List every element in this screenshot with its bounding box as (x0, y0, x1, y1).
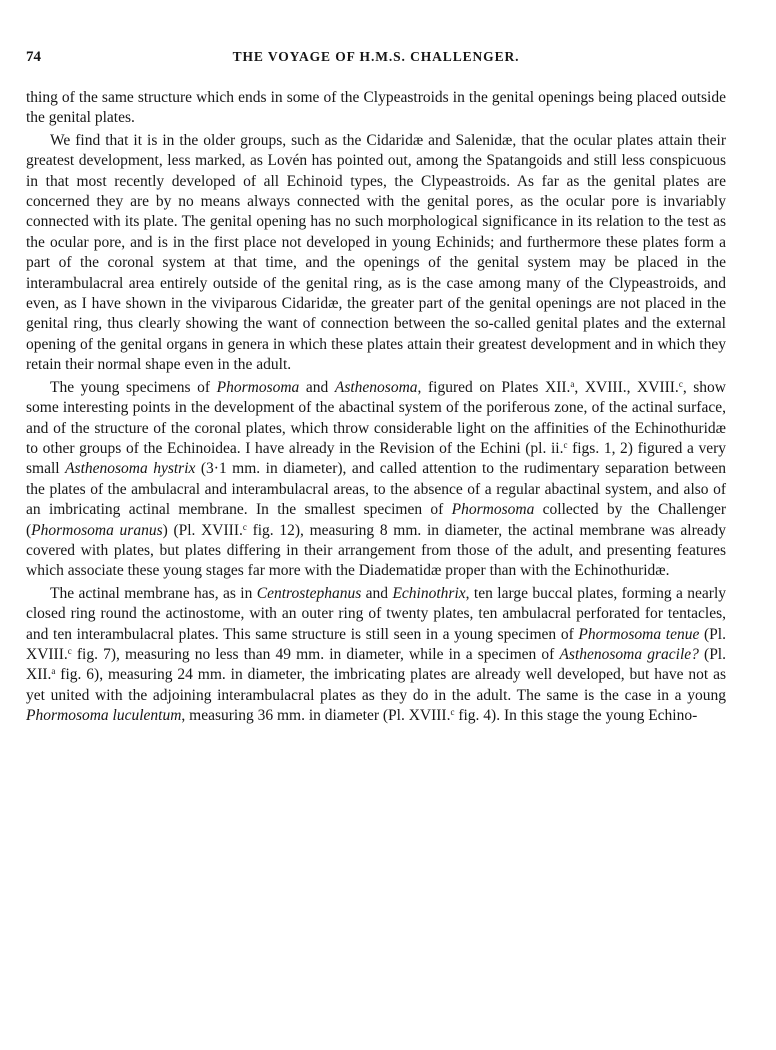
superscript: a (570, 378, 575, 389)
italic-text: Phormosoma (451, 501, 535, 519)
italic-text: Asthenosoma gracile? (559, 645, 699, 663)
text-run: The actinal membrane has, as in (50, 584, 257, 602)
text-run: , ten large buccal plates, forming a nearly closed ring round the actinostome, with an outer ring of twenty plates, ten ambulacral perforated for tentacles, and ten interambulacral plates. This same structure is still seen in a young specimen of (26, 584, 727, 643)
text-run: collected by the Challenger ( (26, 501, 726, 539)
text-run: thing of the same structure which ends in some of the Clypeastroids in the genital openings being placed outside the genital plates. (26, 89, 726, 127)
body-text (26, 88, 726, 727)
text-run: ) (Pl. XVIII. (162, 521, 243, 539)
text-run: fig. 4). In this stage the young Echino- (454, 707, 698, 725)
text-run: fig. 12), measuring 8 mm. in diameter, the actinal membrane was already covered with plates, but plates differing in their arrangement from those of the adult, and presenting features which associate these young stages far more with the Diadematidæ proper than with the Echinothuridæ. (26, 521, 727, 580)
superscript: a (51, 666, 56, 677)
page-number: 74 (26, 49, 41, 65)
text-run: fig. 6), measuring 24 mm. in diameter, the imbricating plates are already well developed, but have not as yet united with the adjoining interambulacral plates as they do in the adult. The same is the case in a young (26, 666, 726, 704)
text-run: figs. 1, 2) figured a very small (26, 439, 727, 478)
page-header (26, 46, 726, 68)
text-run: , XVIII., XVIII. (574, 378, 679, 396)
superscript: c (242, 521, 247, 532)
italic-text: Phormosoma luculentum (26, 707, 182, 725)
italic-text: Phormosoma (216, 378, 300, 396)
superscript: c (563, 439, 568, 450)
italic-text: Centrostephanus (256, 584, 362, 602)
italic-text: Asthenosoma (334, 378, 418, 396)
paragraph-p2 (26, 131, 726, 376)
italic-text: Phormosoma tenue (578, 625, 700, 643)
text-run: The young specimens of (50, 378, 217, 396)
superscript: c (67, 645, 72, 656)
italic-text: Echinothrix (392, 584, 466, 602)
text-run: (Pl. XVIII. (26, 625, 726, 663)
paragraph-p3 (26, 378, 726, 582)
italic-text: Phormosoma uranus (31, 521, 163, 539)
paragraph-p4 (26, 584, 726, 727)
superscript: c (678, 378, 683, 389)
superscript: c (450, 707, 455, 718)
text-run: , figured on Plates XII. (417, 378, 571, 396)
text-run: (Pl. XII. (26, 645, 726, 684)
paragraph-p1 (26, 88, 726, 129)
text-run: and (361, 584, 393, 602)
text-run: and (299, 378, 335, 396)
text-run: , measuring 36 mm. in diameter (Pl. XVIII. (181, 707, 451, 725)
text-run: We find that it is in the older groups, such as the Cidaridæ and Salenidæ, that the ocular plates attain their greatest development, less marked, as Lovén has pointed out, among the Spatangoids and still less conspicuous in that most recently developed of all Echinoid types, the Clypeastroids. As far as the genital plates are concerned they are by no means always connected with the genital pores, as the ocular pore is invariably connected with its plate. The genital opening has no such morphological significance in its relation to the test as the ocular pore, and is in the first place not developed in young Echinids; and furthermore these plates form a part of the coronal system at that time, and the openings of the genital system may be placed in the interambulacral area entirely outside of the genital ring, as is the case among many of the Clypeastroids, and even, as I have shown in the viviparous Cidaridæ, the greater part of the genital openings are not placed in the genital ring, thus clearly showing the want of connection between the so-called genital plates and the external opening of the genital organs in genera in which these plates attain their greatest development and in which they retain their normal shape even in the adult. (26, 131, 726, 374)
italic-text: Asthenosoma hystrix (65, 460, 196, 478)
text-run: fig. 7), measuring no less than 49 mm. in diameter, while in a specimen of (71, 645, 560, 663)
text-run: , show some interesting points in the development of the abactinal system of the poriferous zone, of the actinal surface, and of the structure of the coronal plates, which throw considerable light on the affinities of the Echinothuridæ to other groups of the Echinoidea. I have already in the Revision of the Echini (pl. ii. (26, 378, 726, 457)
running-title: THE VOYAGE OF H.M.S. CHALLENGER. (232, 49, 520, 64)
text-run: (3·1 mm. in diameter), and called attention to the rudimentary separation between the plates of the ambulacral and interambulacral areas, to the absence of a regular abactinal system, and also of an imbricating actinal membrane. In the smallest specimen of (26, 460, 726, 519)
